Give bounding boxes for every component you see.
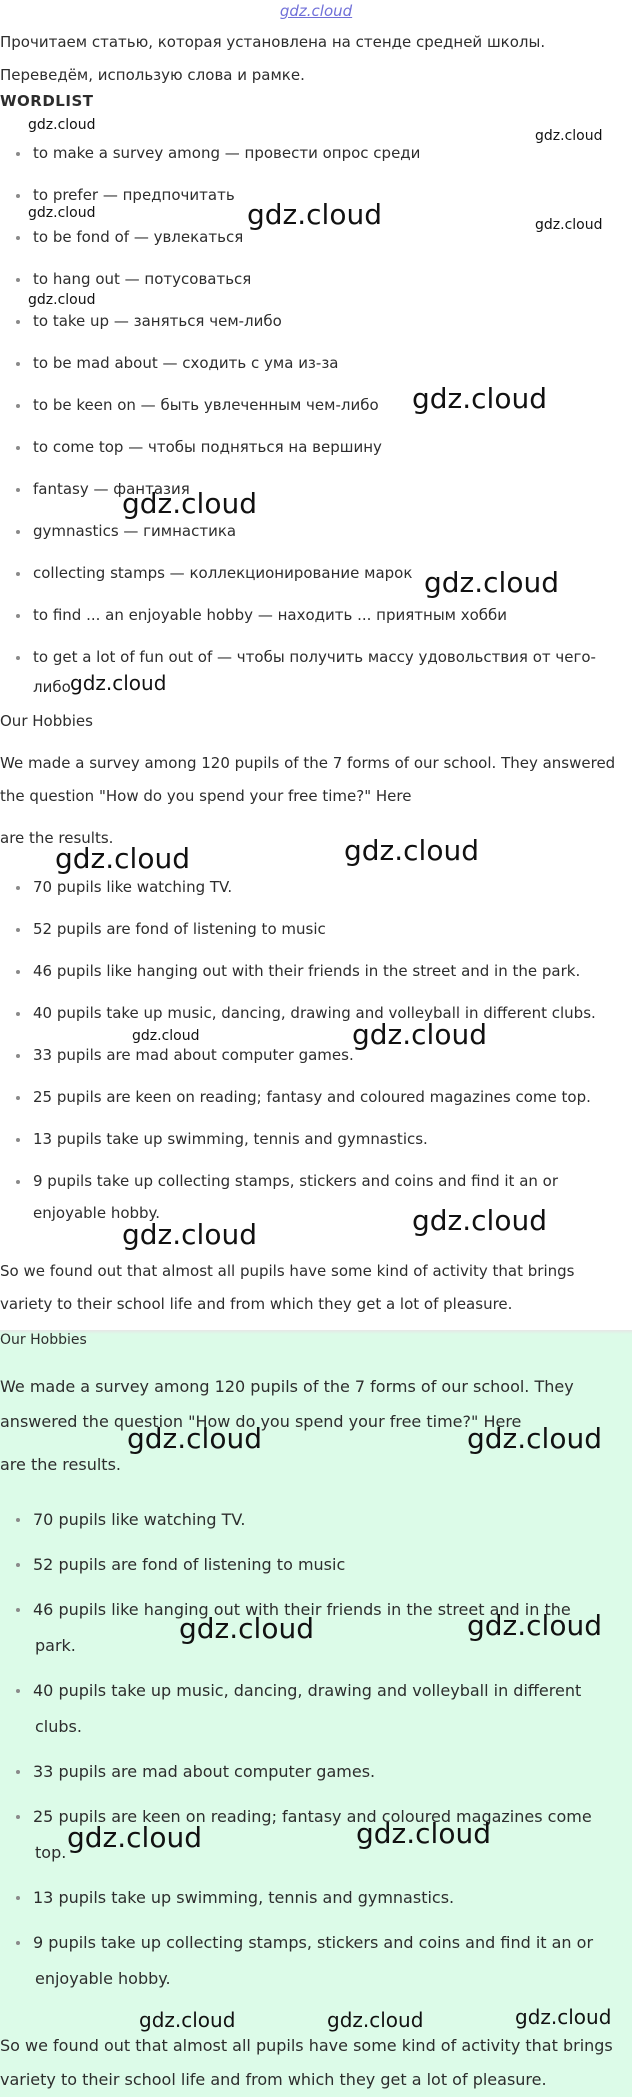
wordlist-item: to take up — заняться чем-либо [0,304,600,339]
wordlist-item-continuation: либо [33,678,71,696]
watermark: gdz.cloud [535,128,603,144]
result-item: 9 pupils take up collecting stamps, stickers and coins and find it an or [0,1164,600,1199]
wordlist-item: to find ... an enjoyable hobby — находить ... приятным хобби [0,598,600,633]
panel-divider [0,1330,632,1334]
conclusion-line: variety to their school life and from which they get a lot of pleasure. [0,1295,513,1313]
copy-result-item: 33 pupils are mad about computer games. [0,1754,600,1789]
copy-result-continuation: top. [35,1843,67,1862]
copy-para-line: are the results. [0,1455,121,1474]
copy-title: Our Hobbies [0,1332,87,1348]
watermark: gdz.cloud [535,217,603,233]
article-title: Our Hobbies [0,712,93,730]
watermark: gdz.cloud [344,834,479,867]
wordlist-item: to hang out — потусоваться [0,262,600,297]
copy-result-item: 52 pupils are fond of listening to music [0,1547,600,1582]
watermark: gdz.cloud [122,487,257,520]
copy-result-continuation: park. [35,1636,76,1655]
copy-result-item: 25 pupils are keen on reading; fantasy and coloured magazines come [0,1799,600,1834]
copy-conclusion-line: So we found out that almost all pupils have some kind of activity that brings [0,2036,613,2055]
wordlist-item: gymnastics — гимнастика [0,514,600,549]
copy-result-item: 13 pupils take up swimming, tennis and gymnastics. [0,1880,600,1915]
watermark: gdz.cloud [247,198,382,231]
watermark: gdz.cloud [28,205,96,221]
article-para-line: the question "How do you spend your free time?" Here [0,787,412,805]
copy-result-continuation: enjoyable hobby. [35,1969,171,1988]
copy-result-item: 40 pupils take up music, dancing, drawing and volleyball in different [0,1673,600,1708]
copy-para-line: We made a survey among 120 pupils of the 7 forms of our school. They [0,1377,574,1396]
watermark: gdz.cloud [179,1612,314,1645]
result-item: 13 pupils take up swimming, tennis and gymnastics. [0,1122,600,1157]
result-item: 70 pupils like watching TV. [0,870,600,905]
intro-line-1: Прочитаем статью, которая установлена на стенде средней школы. [0,33,546,51]
result-item: 52 pupils are fond of listening to music [0,912,600,947]
watermark: gdz.cloud [424,566,559,599]
copy-result-item: 46 pupils like hanging out with their friends in the street and in the [0,1592,600,1627]
copy-para-line: answered the question "How do you spend your free time?" Here [0,1412,522,1431]
watermark: gdz.cloud [467,1422,602,1455]
watermark: gdz.cloud [356,1817,491,1850]
article-para-line: are the results. [0,829,114,847]
copy-conclusion-line: variety to their school life and from which they get a lot of pleasure. [0,2070,547,2089]
copy-result-continuation: clubs. [35,1717,82,1736]
wordlist-item: to be mad about — сходить с ума из-за [0,346,600,381]
result-item: 40 pupils take up music, dancing, drawing and volleyball in different clubs. [0,996,600,1031]
wordlist-item: to be fond of — увлекаться [0,220,600,255]
wordlist-item: to prefer — предпочитать [0,178,600,213]
result-item: 46 pupils like hanging out with their friends in the street and in the park. [0,954,600,989]
conclusion-line: So we found out that almost all pupils have some kind of activity that brings [0,1262,575,1280]
watermark: gdz.cloud [412,382,547,415]
site-link[interactable]: gdz.cloud [279,2,353,20]
copy-results-list [0,1502,615,2022]
watermark: gdz.cloud [467,1609,602,1642]
watermark: gdz.cloud [352,1018,487,1051]
watermark: gdz.cloud [127,1422,262,1455]
wordlist-item: to be keen on — быть увлеченным чем-либо [0,388,600,423]
watermark: gdz.cloud [515,2005,612,2029]
wordlist-item: fantasy — фантазия [0,472,600,507]
watermark: gdz.cloud [122,1218,257,1251]
watermark: gdz.cloud [132,1028,200,1044]
result-item: 33 pupils are mad about computer games. [0,1038,600,1073]
watermark: gdz.cloud [55,842,190,875]
wordlist-item: to get a lot of fun out of — чтобы получить массу удовольствия от чего- [0,640,600,675]
watermark: gdz.cloud [139,2008,236,2032]
watermark: gdz.cloud [327,2008,424,2032]
wordlist-title: WORDLIST [0,92,94,110]
result-item: 25 pupils are keen on reading; fantasy and coloured magazines come top. [0,1080,600,1115]
wordlist-item: collecting stamps — коллекционирование марок [0,556,600,591]
copy-result-item: 9 pupils take up collecting stamps, stickers and coins and find it an or [0,1925,600,1960]
watermark: gdz.cloud [28,292,96,308]
wordlist-item: to make a survey among — провести опрос среди [0,136,600,171]
result-item-continuation: enjoyable hobby. [33,1204,161,1222]
intro-line-2: Переведём, использую слова и рамке. [0,66,305,84]
results-list [0,870,615,1230]
wordlist-item: to come top — чтобы подняться на вершину [0,430,600,465]
watermark: gdz.cloud [412,1204,547,1237]
watermark: gdz.cloud [70,671,167,695]
watermark: gdz.cloud [28,117,96,133]
article-para-line: We made a survey among 120 pupils of the 7 forms of our school. They answered [0,754,616,772]
watermark: gdz.cloud [67,1821,202,1854]
copy-result-item: 70 pupils like watching TV. [0,1502,600,1537]
